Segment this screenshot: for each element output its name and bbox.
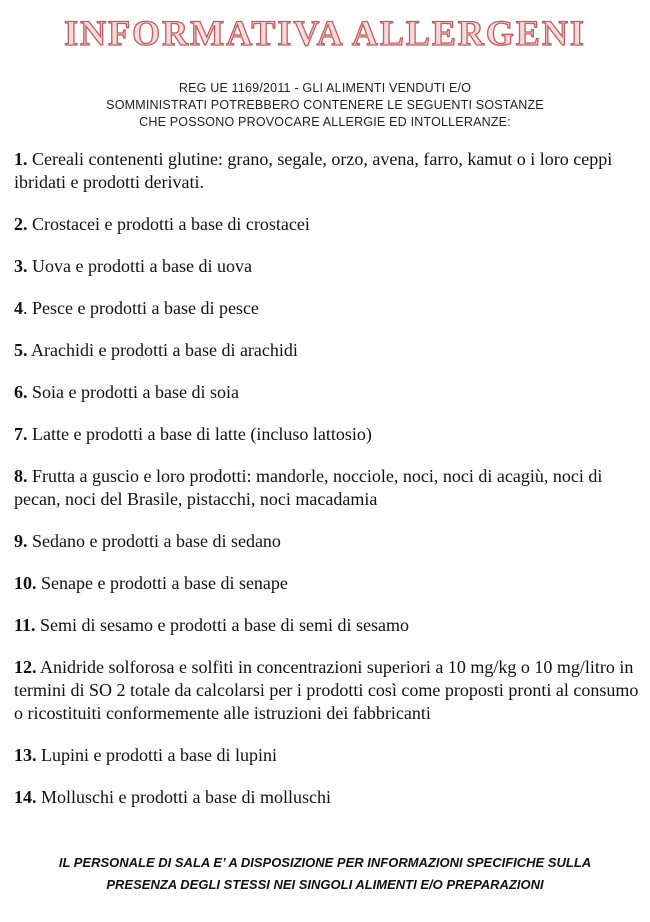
- allergen-number: 11.: [14, 615, 36, 635]
- allergen-item-13: [14, 744, 644, 767]
- allergen-list: [14, 148, 644, 828]
- allergen-item-12: [14, 656, 644, 725]
- allergen-number: 3.: [14, 256, 28, 276]
- allergen-number: 1.: [14, 149, 28, 169]
- allergen-text: Semi di sesamo e prodotti a base di semi di sesamo: [35, 615, 409, 635]
- allergen-text: Uova e prodotti a base di uova: [27, 256, 252, 276]
- subtitle-line-3: CHE POSSONO PROVOCARE ALLERGIE ED INTOLLERANZE:: [139, 115, 511, 129]
- allergen-text: . Pesce e prodotti a base di pesce: [23, 298, 259, 318]
- allergen-number: 12.: [14, 657, 37, 677]
- allergen-item-6: [14, 381, 644, 404]
- subtitle-line-2: SOMMINISTRATI POTREBBERO CONTENERE LE SEGUENTI SOSTANZE: [106, 98, 544, 112]
- subtitle-line-1: REG UE 1169/2011 - GLI ALIMENTI VENDUTI E/O: [178, 81, 472, 95]
- allergen-number: 14.: [14, 787, 37, 807]
- allergen-text: Molluschi e prodotti a base di molluschi: [36, 787, 331, 807]
- footer-line-1: IL PERSONALE DI SALA E’ A DISPOSIZIONE PER INFORMAZIONI SPECIFICHE SULLA: [58, 855, 592, 870]
- allergen-text: Lupini e prodotti a base di lupini: [36, 745, 277, 765]
- allergen-number: 10.: [14, 573, 37, 593]
- allergen-number: 8.: [14, 466, 28, 486]
- allergen-text: Sedano e prodotti a base di sedano: [27, 531, 281, 551]
- allergen-text: Crostacei e prodotti a base di crostacei: [27, 214, 310, 234]
- allergen-item-10: [14, 572, 644, 595]
- allergen-text: Soia e prodotti a base di soia: [27, 382, 239, 402]
- allergen-text: Anidride solforosa e solfiti in concentrazioni superiori a 10 mg/kg o 10 mg/litro in termini di SO 2 totale da calcolarsi per i prodotti così come proposti pronti al consumo o ricostituiti conformemente alle istruzioni dei fabbricanti: [14, 657, 639, 723]
- page-title: INFORMATIVA ALLERGENI: [64, 13, 586, 53]
- allergen-item-8: [14, 465, 644, 511]
- allergen-item-9: [14, 530, 644, 553]
- allergen-item-5: [14, 339, 644, 362]
- allergen-number: 5.: [14, 340, 28, 360]
- allergen-number: 4: [14, 298, 23, 318]
- allergen-item-1: [14, 148, 644, 194]
- allergen-text: Frutta a guscio e loro prodotti: mandorle, nocciole, noci, noci di acagiù, noci di pecan, noci del Brasile, pistacchi, noci macadamia: [14, 466, 603, 509]
- allergen-number: 13.: [14, 745, 37, 765]
- allergen-item-2: [14, 213, 644, 236]
- footer-line-2: PRESENZA DEGLI STESSI NEI SINGOLI ALIMENTI E/O PREPARAZIONI: [106, 877, 544, 892]
- allergen-number: 9.: [14, 531, 28, 551]
- regulation-subtitle: [0, 80, 650, 131]
- allergen-item-14: [14, 786, 644, 809]
- allergen-item-7: [14, 423, 644, 446]
- allergen-text: Cereali contenenti glutine: grano, segale, orzo, avena, farro, kamut o i loro ceppi ibridati e prodotti derivati.: [14, 149, 613, 192]
- allergen-item-11: [14, 614, 644, 637]
- allergen-number: 2.: [14, 214, 28, 234]
- allergen-text: Latte e prodotti a base di latte (incluso lattosio): [27, 424, 372, 444]
- allergen-text: Arachidi e prodotti a base di arachidi: [27, 340, 298, 360]
- allergen-number: 6.: [14, 382, 28, 402]
- staff-notice-footer: [0, 852, 650, 896]
- allergen-number: 7.: [14, 424, 28, 444]
- allergen-text: Senape e prodotti a base di senape: [36, 573, 288, 593]
- allergen-item-3: [14, 255, 644, 278]
- allergen-item-4: [14, 297, 644, 320]
